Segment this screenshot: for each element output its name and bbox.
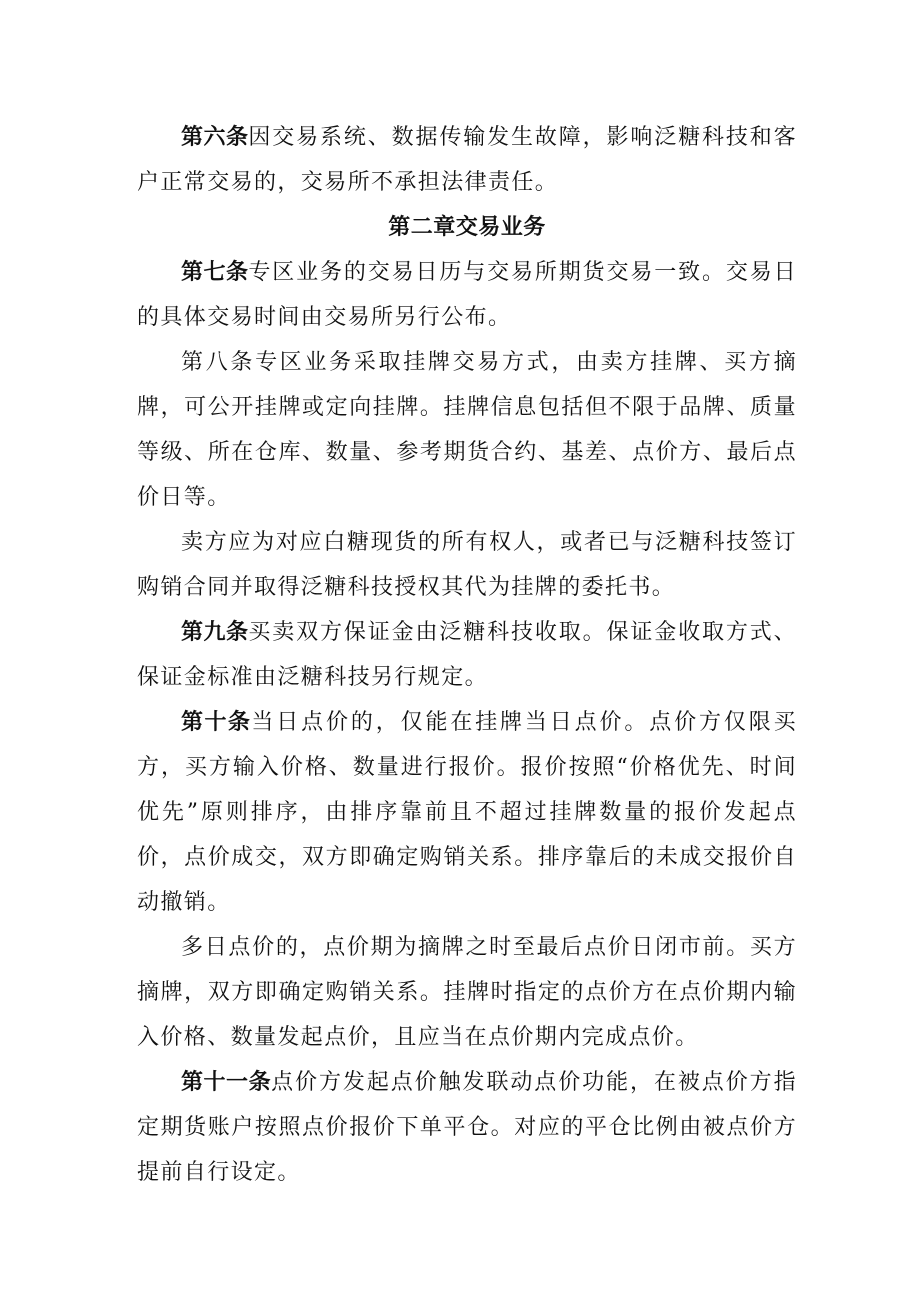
article-label: 第十一条 <box>181 1070 272 1095</box>
chapter-title: 第二章交易业务 <box>388 215 546 240</box>
article-label: 第六条 <box>181 125 249 150</box>
article-label: 第九条 <box>181 620 249 645</box>
article-10 <box>137 700 797 925</box>
article-6 <box>137 115 797 205</box>
article-text: 第八条专区业务采取挂牌交易方式，由卖方挂牌、买方摘牌，可公开挂牌或定向挂牌。挂牌信息包括但不限于品牌、质量等级、所在仓库、数量、参考期货合约、基差、点价方、最后点价日等。 <box>137 350 797 510</box>
document-body <box>137 115 797 1195</box>
article-8-paragraph-2 <box>137 520 797 610</box>
article-text: 卖方应为对应白糖现货的所有权人，或者已与泛糖科技签订购销合同并取得泛糖科技授权其代为挂牌的委托书。 <box>137 530 797 600</box>
article-text: 专区业务的交易日历与交易所期货交易一致。交易日的具体交易时间由交易所另行公布。 <box>137 260 797 330</box>
article-9 <box>137 610 797 700</box>
article-10-paragraph-2 <box>137 925 797 1060</box>
article-8 <box>137 340 797 520</box>
article-text: 因交易系统、数据传输发生故障，影响泛糖科技和客户正常交易的，交易所不承担法律责任。 <box>137 125 797 195</box>
article-label: 第十条 <box>181 710 252 735</box>
article-11 <box>137 1060 797 1195</box>
article-text: 买卖双方保证金由泛糖科技收取。保证金收取方式、保证金标准由泛糖科技另行规定。 <box>137 620 797 690</box>
article-text: 多日点价的，点价期为摘牌之时至最后点价日闭市前。买方摘牌，双方即确定购销关系。挂牌时指定的点价方在点价期内输入价格、数量发起点价，且应当在点价期内完成点价。 <box>137 935 797 1050</box>
article-text: 当日点价的，仅能在挂牌当日点价。点价方仅限买方，买方输入价格、数量进行报价。报价按照“价格优先、时间优先”原则排序，由排序靠前且不超过挂牌数量的报价发起点价，点价成交，双方即确定购销关系。排序靠后的未成交报价自动撤销。 <box>137 710 797 915</box>
article-7 <box>137 250 797 340</box>
article-label: 第七条 <box>181 260 249 285</box>
article-text: 点价方发起点价触发联动点价功能，在被点价方指定期货账户按照点价报价下单平仓。对应的平仓比例由被点价方提前自行设定。 <box>137 1070 797 1185</box>
